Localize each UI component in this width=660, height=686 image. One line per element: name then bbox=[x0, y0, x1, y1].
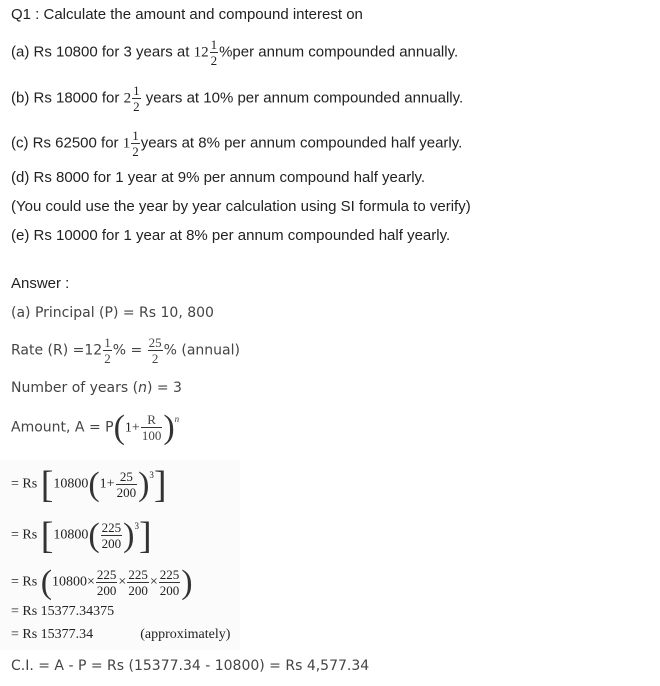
question-e: (e) Rs 10000 for 1 year at 8% per annum compounded half yearly. bbox=[11, 227, 451, 244]
fraction: $\frac{R}{100}$ bbox=[141, 412, 162, 443]
fraction: $\frac{225}{200}$ bbox=[96, 567, 117, 598]
fraction: $\frac{1}{2}$ bbox=[133, 83, 140, 114]
answer-principal: (a) Principal (P) = Rs 10, 800 bbox=[11, 305, 214, 321]
mixed-number: 12 bbox=[193, 44, 209, 61]
open-paren: ( bbox=[88, 516, 100, 554]
close-paren: ) bbox=[123, 516, 135, 554]
question-c: (c) Rs 62500 for 1 $\frac{1}{2}$ years at 8% per annum compounded half yearly. bbox=[11, 128, 463, 159]
fraction: $\frac{25}{200}$ bbox=[116, 469, 137, 500]
mixed-number: 1 bbox=[122, 135, 131, 152]
question-d-note: (You could use the year by year calculation using SI formula to verify) bbox=[11, 198, 471, 215]
open-paren: ( bbox=[40, 563, 53, 601]
question-d: (d) Rs 8000 for 1 year at 9% per annum compound half yearly. bbox=[11, 169, 426, 186]
question-a: (a) Rs 10800 for 3 years at 12 $\frac{1}{2}$ %per annum compounded annually. bbox=[11, 37, 459, 68]
fraction: $\frac{225}{200}$ bbox=[128, 567, 148, 598]
answer-ci: C.I. = A - P = Rs (15377.34 - 10800) = Rs 4,577.34 bbox=[11, 658, 370, 674]
exponent: 3 bbox=[134, 520, 139, 531]
answer-step-1: = Rs [10800(1+ $\frac{25}{200}$ )$^3$] bbox=[11, 463, 167, 506]
open-bracket: [ bbox=[40, 463, 54, 506]
answer-step-4: = Rs 15377.34375 bbox=[11, 604, 115, 619]
fraction: $\frac{1}{2}$ bbox=[132, 128, 139, 159]
open-paren: ( bbox=[88, 465, 100, 503]
close-paren: ) bbox=[138, 465, 150, 503]
answer-step-3: = Rs (10800× $\frac{225}{200}$ × $\frac{225}{200}$ × $\frac{225}{200}$ ) bbox=[11, 563, 193, 601]
approx-note: (approximately) bbox=[140, 627, 231, 642]
close-paren: ) bbox=[163, 408, 175, 446]
answer-step-2: = Rs [10800( $\frac{225}{200}$ )$^3$] bbox=[11, 514, 152, 557]
answer-years: Number of years (n) = 3 bbox=[11, 380, 182, 396]
exponent: n bbox=[174, 413, 180, 424]
answer-rate: Rate (R) =12 $\frac{1}{2}$ % = $\frac{25}{2}$ % (annual) bbox=[11, 335, 240, 366]
fraction: $\frac{225}{200}$ bbox=[159, 567, 180, 598]
open-bracket: [ bbox=[40, 514, 54, 557]
fraction: $\frac{25}{2}$ bbox=[148, 335, 162, 366]
answer-heading: Answer : bbox=[11, 275, 70, 292]
mixed-number: 2 bbox=[123, 90, 132, 107]
question-title: Q1 : Calculate the amount and compound interest on bbox=[11, 6, 363, 23]
answer-step-5: = Rs 15377.34 (approximately) bbox=[11, 627, 231, 642]
close-paren: ) bbox=[181, 563, 193, 601]
close-bracket: ] bbox=[153, 463, 167, 506]
question-b: (b) Rs 18000 for 2 $\frac{1}{2}$ years at 10% per annum compounded annually. bbox=[11, 83, 464, 114]
fraction: $\frac{225}{200}$ bbox=[101, 520, 122, 551]
fraction: $\frac{1}{2}$ bbox=[210, 37, 218, 68]
close-bracket: ] bbox=[139, 514, 152, 557]
fraction: $\frac{1}{2}$ bbox=[104, 335, 111, 366]
exponent: 3 bbox=[149, 469, 154, 480]
open-paren: ( bbox=[113, 408, 125, 446]
answer-amount-formula: Amount, A = P(1+ $\frac{R}{100}$ )$^n$ bbox=[11, 408, 180, 446]
